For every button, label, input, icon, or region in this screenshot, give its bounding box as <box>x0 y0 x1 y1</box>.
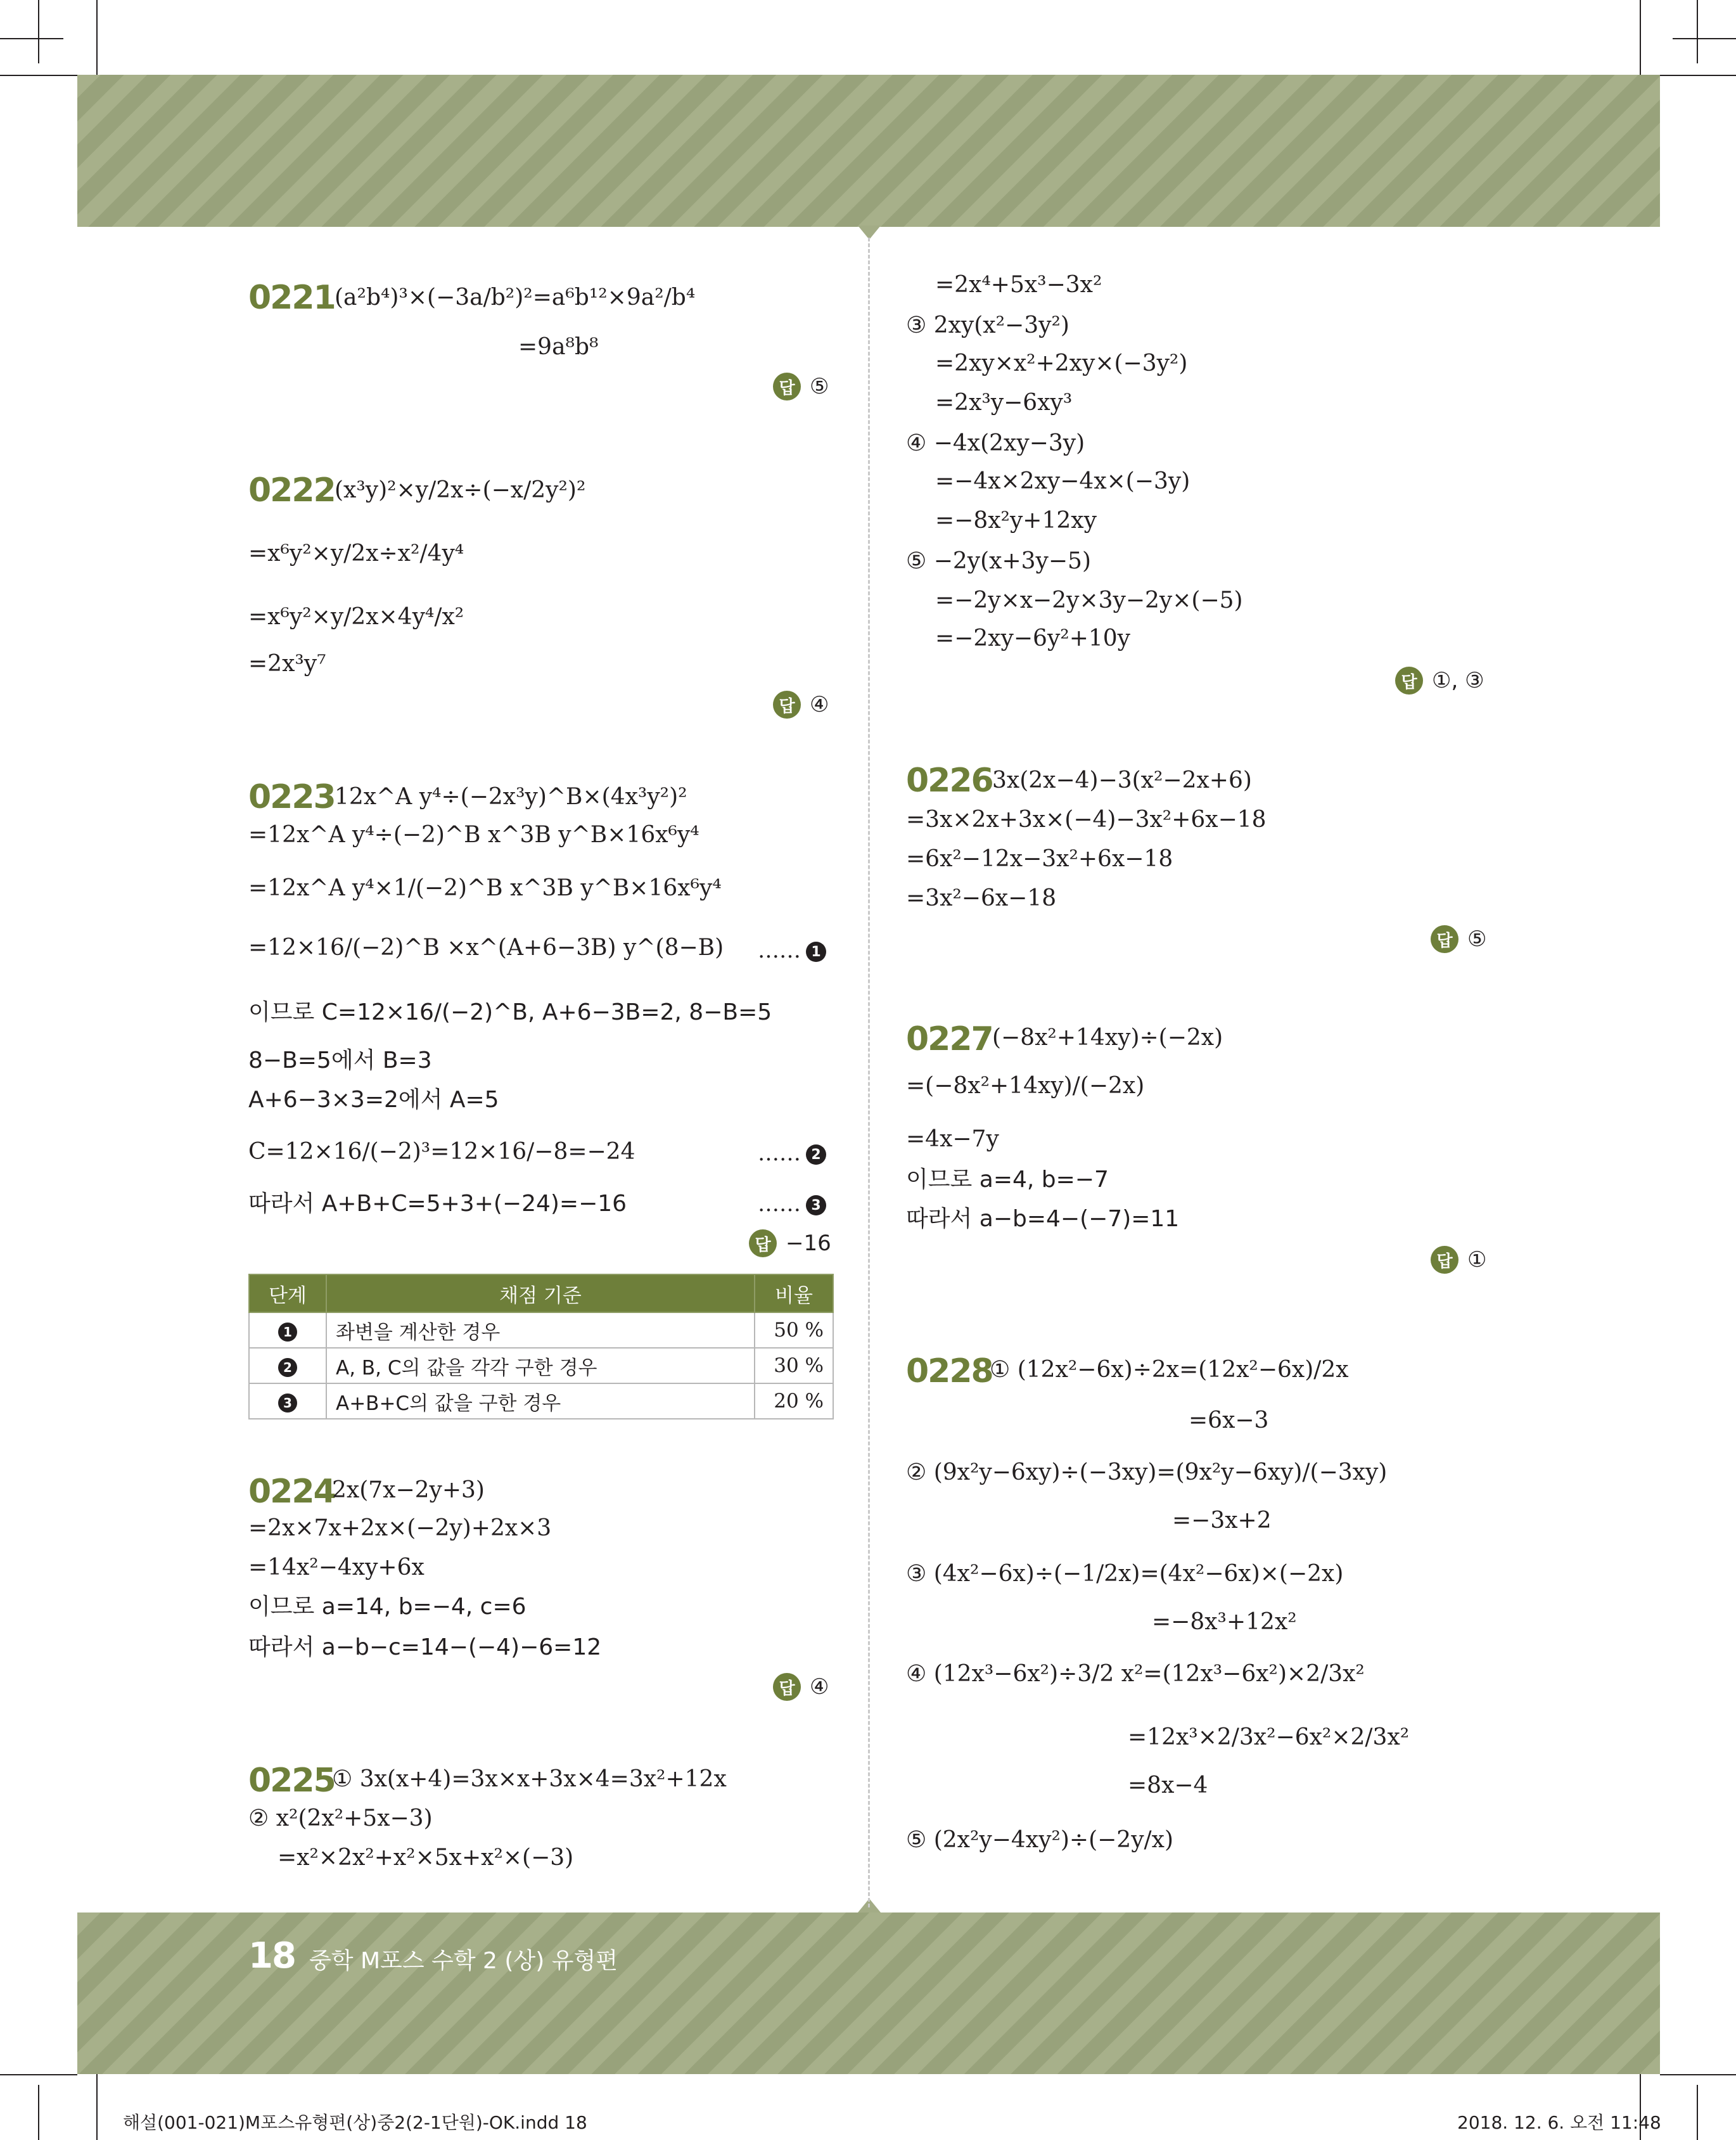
problem-number: 0222 <box>248 471 335 509</box>
solution-line: 따라서 A+B+C=5+3+(−24)=−16 <box>248 1191 627 1217</box>
crop-mark <box>1697 0 1698 63</box>
solution-line: 2x(7x−2y+3) <box>332 1477 485 1503</box>
solution-line: 3x(2x−4)−3(x²−2x+6) <box>992 767 1252 793</box>
problem-number: 0228 <box>906 1352 993 1390</box>
solution-line: =12×16/(−2)^B ×x^(A+6−3B) y^(8−B) <box>248 935 724 961</box>
table-cell: A, B, C의 값을 각각 구한 경우 <box>326 1348 755 1383</box>
solution-line: ③ 2xy(x²−3y²) <box>906 312 1069 338</box>
solution-line: 이므로 C=12×16/(−2)^B, A+6−3B=2, 8−B=5 <box>248 999 772 1025</box>
solution-line: =2x⁴+5x³−3x² <box>935 272 1102 298</box>
solution-line: ② x²(2x²+5x−3) <box>248 1805 433 1831</box>
solution-line: =−8x³+12x² <box>1152 1609 1297 1635</box>
answer-value: −16 <box>786 1231 831 1256</box>
solution-line: =14x²−4xy+6x <box>248 1554 424 1580</box>
solution-line: =x⁶y²×y/2x×4y⁴/x² <box>248 604 464 630</box>
solution-line: ⑤ (2x²y−4xy²)÷(−2y/x) <box>906 1827 1174 1853</box>
solution-line: =x²×2x²+x²×5x+x²×(−3) <box>278 1845 574 1871</box>
crop-mark <box>0 75 77 76</box>
solution-line: =2x³y⁷ <box>248 651 326 677</box>
problem-number: 0227 <box>906 1020 993 1058</box>
solution-line: 12x^A y⁴÷(−2x³y)^B×(4x³y²)² <box>335 784 687 810</box>
answer <box>1431 925 1486 953</box>
answer-value: ⑤ <box>810 374 829 399</box>
problem-number: 0223 <box>248 778 335 816</box>
table-row <box>249 1383 833 1419</box>
solution-line: =9a⁸b⁸ <box>518 334 599 360</box>
solution-line: =6x²−12x−3x²+6x−18 <box>906 846 1173 872</box>
answer-badge: 답 <box>749 1229 777 1257</box>
solution-line: =−2y×x−2y×3y−2y×(−5) <box>935 587 1243 613</box>
table-header: 채점 기준 <box>326 1274 755 1312</box>
table-header: 비율 <box>755 1274 833 1312</box>
solution-line: 8−B=5에서 B=3 <box>248 1048 432 1073</box>
solution-line: 이므로 a=14, b=−4, c=6 <box>248 1594 527 1620</box>
solution-line: =−4x×2xy−4x×(−3y) <box>935 468 1190 494</box>
crop-mark <box>38 2085 39 2140</box>
table-cell: 30 % <box>755 1348 833 1383</box>
table-cell: 좌변을 계산한 경우 <box>326 1312 755 1348</box>
answer-value: ① <box>1467 1247 1487 1272</box>
step-marker-2 <box>758 1141 826 1166</box>
solution-line: ④ −4x(2xy−3y) <box>906 430 1085 456</box>
solution-line: =2x×7x+2x×(−2y)+2x×3 <box>248 1515 552 1541</box>
solution-line: (a²b⁴)³×(−3a/b²)²=a⁶b¹²×9a²/b⁴ <box>335 285 696 311</box>
crop-mark <box>1660 2074 1736 2075</box>
solution-line: =−3x+2 <box>1172 1508 1272 1534</box>
step-number: 2 <box>278 1358 297 1377</box>
solution-line: =(−8x²+14xy)/(−2x) <box>906 1073 1145 1099</box>
step-number: 3 <box>278 1394 297 1413</box>
crop-mark <box>0 38 63 39</box>
answer-value: ⑤ <box>1467 926 1487 952</box>
answer <box>773 691 829 719</box>
solution-line: =−2xy−6y²+10y <box>935 625 1131 651</box>
solution-line: ⑤ −2y(x+3y−5) <box>906 548 1091 574</box>
print-timestamp: 2018. 12. 6. 오전 11:48 <box>1457 2112 1661 2133</box>
crop-mark <box>1697 2085 1698 2140</box>
table-row <box>249 1348 833 1383</box>
crop-mark <box>38 0 39 63</box>
step-number: 2 <box>806 1144 826 1165</box>
answer <box>749 1229 831 1257</box>
solution-line: =12x^A y⁴÷(−2)^B x^3B y^B×16x⁶y⁴ <box>248 822 699 848</box>
solution-line: ① 3x(x+4)=3x×x+3x×4=3x²+12x <box>332 1766 727 1792</box>
header-band <box>77 75 1660 227</box>
column-divider <box>868 238 870 1907</box>
problem-number: 0225 <box>248 1762 335 1800</box>
grading-table <box>248 1274 834 1419</box>
solution-line: =2x³y−6xy³ <box>935 390 1073 416</box>
step-marker-3 <box>758 1191 826 1217</box>
answer-badge: 답 <box>773 1673 801 1701</box>
print-file-info: 해설(001-021)M포스유형편(상)중2(2-1단원)-OK.indd 18 <box>123 2112 587 2133</box>
book-title: 중학 M포스 수학 2 (상) 유형편 <box>309 1948 618 1974</box>
step-number: 3 <box>806 1195 826 1215</box>
solution-line: 따라서 a−b=4−(−7)=11 <box>906 1206 1180 1232</box>
step-number: 1 <box>806 942 826 962</box>
crop-mark <box>1660 75 1736 76</box>
answer-badge: 답 <box>773 373 801 400</box>
page-number: 18 <box>248 1935 295 1977</box>
solution-line: =12x^A y⁴×1/(−2)^B x^3B y^B×16x⁶y⁴ <box>248 875 722 901</box>
step-marker-1 <box>758 938 826 963</box>
solution-line: =2xy×x²+2xy×(−3y²) <box>935 350 1188 376</box>
problem-number: 0226 <box>906 762 993 800</box>
solution-line: (x³y)²×y/2x÷(−x/2y²)² <box>335 477 586 503</box>
table-cell: A+B+C의 값을 구한 경우 <box>326 1383 755 1419</box>
answer <box>1395 667 1484 695</box>
crop-mark <box>1640 0 1641 75</box>
solution-line: =8x−4 <box>1128 1772 1208 1798</box>
table-cell: 20 % <box>755 1383 833 1419</box>
step-dots: …… <box>758 1141 801 1166</box>
answer <box>773 373 829 400</box>
answer <box>1431 1246 1486 1274</box>
answer-value: ④ <box>810 1674 829 1700</box>
solution-line: C=12×16/(−2)³=12×16/−8=−24 <box>248 1139 635 1165</box>
table-cell: 50 % <box>755 1312 833 1348</box>
solution-line: 이므로 a=4, b=−7 <box>906 1167 1109 1193</box>
table-header: 단계 <box>249 1274 326 1312</box>
answer-value: ①, ③ <box>1432 668 1484 693</box>
step-dots: …… <box>758 1191 801 1217</box>
crop-mark <box>0 2074 77 2075</box>
problem-number: 0224 <box>248 1473 335 1511</box>
problem-number: 0221 <box>248 279 335 317</box>
answer-badge: 답 <box>1431 925 1458 953</box>
table-row <box>249 1312 833 1348</box>
answer-badge: 답 <box>1431 1246 1458 1274</box>
solution-line: =3x×2x+3x×(−4)−3x²+6x−18 <box>906 807 1267 833</box>
solution-line: =−8x²y+12xy <box>935 508 1097 534</box>
crop-mark <box>96 0 98 75</box>
solution-line: =x⁶y²×y/2x÷x²/4y⁴ <box>248 541 464 567</box>
solution-line: =3x²−6x−18 <box>906 885 1057 911</box>
solution-line: 따라서 a−b−c=14−(−4)−6=12 <box>248 1634 602 1660</box>
step-dots: …… <box>758 938 801 963</box>
crop-mark <box>1673 38 1736 39</box>
footer-band <box>77 1913 1660 2074</box>
solution-line: =4x−7y <box>906 1126 999 1152</box>
solution-line: A+6−3×3=2에서 A=5 <box>248 1087 499 1113</box>
step-number: 1 <box>278 1323 297 1342</box>
solution-line: ④ (12x³−6x²)÷3/2 x²=(12x³−6x²)×2/3x² <box>906 1661 1365 1687</box>
solution-line: (−8x²+14xy)÷(−2x) <box>992 1025 1223 1051</box>
solution-line: =12x³×2/3x²−6x²×2/3x² <box>1128 1724 1410 1750</box>
answer-badge: 답 <box>773 691 801 719</box>
solution-line: =6x−3 <box>1189 1407 1269 1433</box>
answer-badge: 답 <box>1395 667 1423 695</box>
answer-value: ④ <box>810 692 829 717</box>
solution-line: ② (9x²y−6xy)÷(−3xy)=(9x²y−6xy)/(−3xy) <box>906 1459 1388 1485</box>
solution-line: ③ (4x²−6x)÷(−1/2x)=(4x²−6x)×(−2x) <box>906 1561 1344 1587</box>
solution-line: ① (12x²−6x)÷2x=(12x²−6x)/2x <box>990 1357 1349 1383</box>
answer <box>773 1673 829 1701</box>
crop-mark <box>96 2074 98 2140</box>
